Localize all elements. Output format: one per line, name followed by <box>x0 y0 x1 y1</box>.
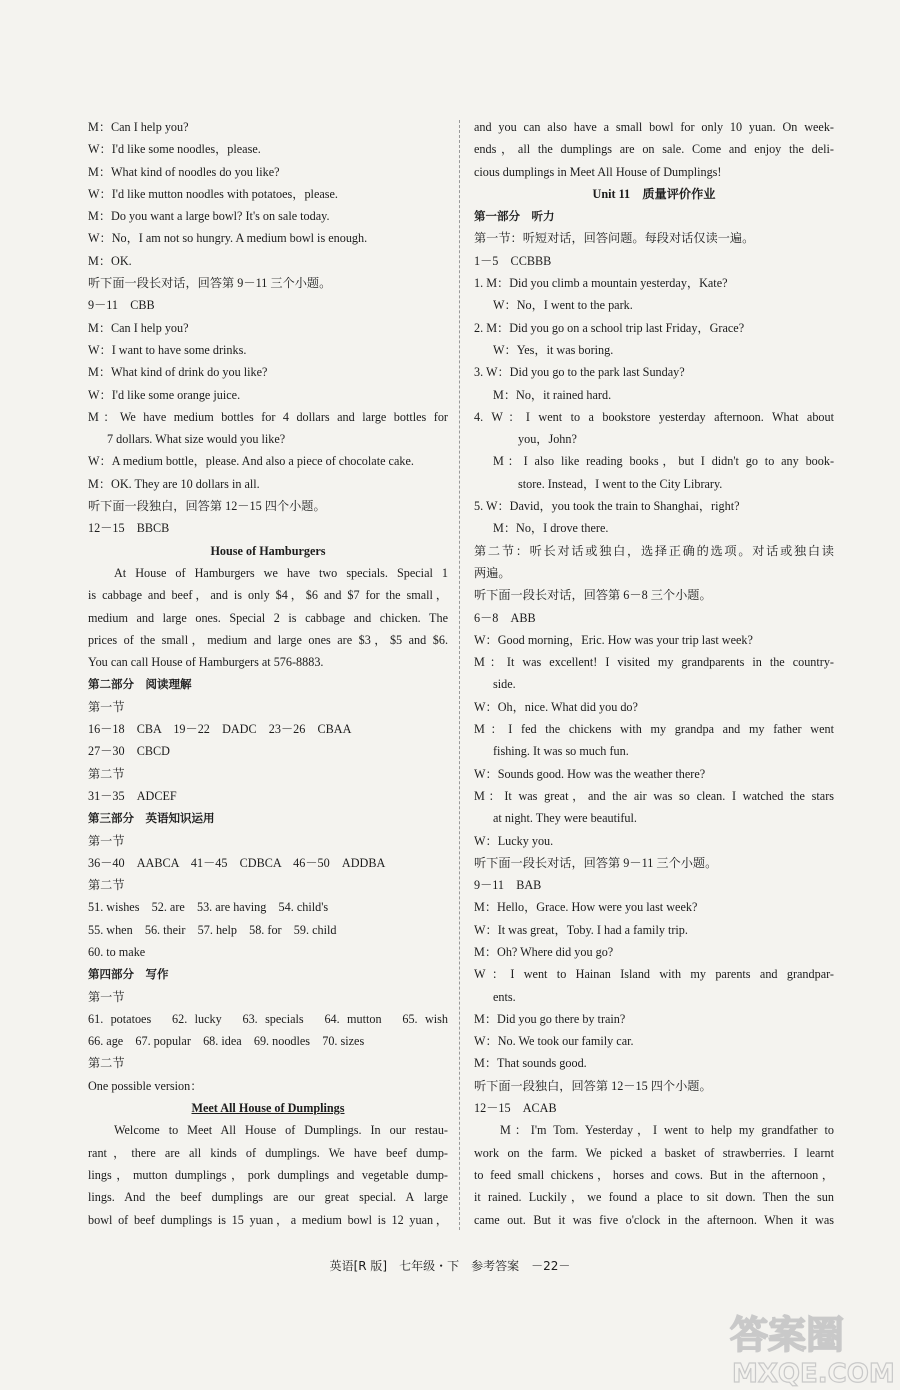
right-text-line: M：Oh? Where did you go? <box>474 944 614 959</box>
left-text-line: You can call House of Hamburgers at 576-8883. <box>88 655 324 670</box>
right-text-line: W：Sounds good. How was the weather there? <box>474 766 706 781</box>
left-text-line: W：I'd like mutton noodles with potatoes，please. <box>88 186 338 201</box>
right-text-line: 听下面一段长对话，回答第 6－8 三个小题。 <box>474 588 712 603</box>
right-text-line: W：No. We took our family car. <box>474 1034 634 1049</box>
right-text-line: W：Good morning，Eric. How was your trip last week? <box>474 632 753 647</box>
left-text-line: 第二节 <box>88 878 125 893</box>
left-text-line: W：I'd like some noodles，please. <box>88 142 261 157</box>
left-text-line: prices of the small，medium and large ones are $3，$5 and $6. <box>88 632 448 647</box>
left-text-line: 31－35 ADCEF <box>88 788 177 803</box>
left-text-line: House of Hamburgers <box>210 543 326 558</box>
right-text-line: it rained. Luckily，we found a place to sit down. Then the sun <box>474 1190 834 1205</box>
left-text-line: M：Do you want a large bowl? It's on sale today. <box>88 209 330 224</box>
left-text-line: 听下面一段独白，回答第 12－15 四个小题。 <box>88 499 326 514</box>
right-text-line: W：I went to Hainan Island with my parents and grandpar- <box>474 967 834 982</box>
left-text-line: 60. to make <box>88 944 146 959</box>
right-text-line: 听下面一段独白，回答第 12－15 四个小题。 <box>474 1078 712 1093</box>
right-text-line: to feed small chickens，horses and cows. But in the afternoon， <box>474 1167 834 1182</box>
left-text-line: is cabbage and beef，and is only $4，$6 and $7 for the small， <box>88 588 448 603</box>
right-text-line: 1. M：Did you climb a mountain yesterday，Kate? <box>474 276 728 291</box>
right-text-line: 4. W：I went to a bookstore yesterday afternoon. What about <box>474 409 834 424</box>
left-text-line: W：I want to have some drinks. <box>88 342 247 357</box>
right-text-line: W：It was great，Toby. I had a family trip. <box>474 922 688 937</box>
left-text-line: 7 dollars. What size would you like? <box>107 432 286 447</box>
column-divider <box>459 120 460 1230</box>
left-text-line: 第二节 <box>88 766 125 781</box>
left-text-line: medium and large ones. Special 2 is cabbage and chicken. The <box>88 610 448 625</box>
watermark-logo <box>720 1304 900 1390</box>
right-text-line: Unit 11 质量评价作业 <box>592 186 716 201</box>
left-text-line: M：OK. <box>88 253 132 268</box>
left-text-line: 51. wishes 52. are 53. are having 54. child's <box>88 900 329 915</box>
right-text-line: W：Yes，it was boring. <box>493 342 614 357</box>
watermark-text-main: 答案圈 <box>730 1313 845 1357</box>
left-text-line: 55. when 56. their 57. help 58. for 59. child <box>88 922 337 937</box>
left-column <box>88 116 448 1231</box>
right-text-line: M：I fed the chickens with my grandpa and my father went <box>474 722 834 737</box>
left-text-line: W：I'd like some orange juice. <box>88 387 241 402</box>
left-text-line: 66. age 67. popular 68. idea 69. noodles 70. sizes <box>88 1034 365 1049</box>
left-text-line: 16－18 CBA 19－22 DADC 23－26 CBAA <box>88 722 352 737</box>
left-text-line: 9－11 CBB <box>88 298 155 313</box>
right-text-line: 1－5 CCBBB <box>474 253 552 268</box>
right-text-line: you，John? <box>518 432 577 447</box>
left-text-line: 第一节 <box>88 699 125 714</box>
left-text-line: One possible version： <box>88 1078 203 1093</box>
right-column <box>474 116 834 1231</box>
left-text-line: 36－40 AABCA 41－45 CDBCA 46－50 ADDBA <box>88 855 386 870</box>
right-text-line: W：No，I went to the park. <box>493 298 633 313</box>
right-text-line: fishing. It was so much fun. <box>493 744 629 759</box>
right-text-line: 2. M：Did you go on a school trip last Friday，Grace? <box>474 320 745 335</box>
right-text-line: work on the farm. We picked a basket of strawberries. I learnt <box>474 1145 834 1160</box>
left-text-line: 第三部分 英语知识运用 <box>88 811 215 826</box>
right-text-line: ends，all the dumplings are on sale. Come and enjoy the deli- <box>474 142 834 157</box>
left-text-line: 12－15 BBCB <box>88 521 170 536</box>
left-text-line: Meet All House of Dumplings <box>191 1101 345 1116</box>
left-text-line: M：Can I help you? <box>88 320 189 335</box>
right-text-line: 9－11 BAB <box>474 878 542 893</box>
right-text-line: 第二节：听长对话或独白，选择正确的选项。对话或独白读 <box>474 543 834 558</box>
right-text-line: came out. But it was five o'clock in the afternoon. When it was <box>474 1212 834 1227</box>
right-text-line: M：Hello，Grace. How were you last week? <box>474 900 698 915</box>
left-text-line: lings，mutton dumplings，pork dumplings and vegetable dump- <box>88 1167 448 1182</box>
right-text-line: M：That sounds good. <box>474 1056 587 1071</box>
right-text-line: M：No，it rained hard. <box>493 387 612 402</box>
right-text-line: ents. <box>493 989 516 1004</box>
left-text-line: M：OK. They are 10 dollars in all. <box>88 476 260 491</box>
left-text-line: 61. potatoes 62. lucky 63. specials 64. mutton 65. wish <box>88 1011 448 1026</box>
left-text-line: Welcome to Meet All House of Dumplings. In our restau- <box>114 1123 448 1138</box>
left-text-line: 第一节 <box>88 989 125 1004</box>
left-text-line: W：A medium bottle，please. And also a piece of chocolate cake. <box>88 454 414 469</box>
right-text-line: 两遍。 <box>474 565 511 580</box>
left-text-line: 第一节 <box>88 833 125 848</box>
right-text-line: 第一节：听短对话，回答问题。每段对话仅读一遍。 <box>474 231 755 246</box>
left-text-line: 第四部分 写作 <box>88 967 169 982</box>
right-text-line: W：Oh，nice. What did you do? <box>474 699 638 714</box>
right-text-line: cious dumplings in Meet All House of Dumplings! <box>474 164 722 179</box>
right-text-line: W：Lucky you. <box>474 833 554 848</box>
left-text-line: 27－30 CBCD <box>88 744 170 759</box>
right-text-line: M：Did you go there by train? <box>474 1011 626 1026</box>
left-text-line: 第二部分 阅读理解 <box>88 677 192 692</box>
right-text-line: store. Instead，I went to the City Library. <box>518 476 723 491</box>
right-text-line: M：No，I drove there. <box>493 521 609 536</box>
left-text-line: W：No，I am not so hungry. A medium bowl is enough. <box>88 231 368 246</box>
left-text-line: rant，there are all kinds of dumplings. We have beef dump- <box>88 1145 448 1160</box>
right-text-line: 3. W：Did you go to the park last Sunday? <box>474 365 685 380</box>
right-text-line: 5. W：David，you took the train to Shanghai，right? <box>474 499 740 514</box>
right-text-line: side. <box>493 677 516 692</box>
right-text-line: and you can also have a small bowl for only 10 yuan. On week- <box>474 120 834 134</box>
left-text-line: At House of Hamburgers we have two specials. Special 1 <box>114 565 448 580</box>
right-text-line: 第一部分 听力 <box>474 209 555 224</box>
left-text-line: bowl of beef dumplings is 15 yuan，a medium bowl is 12 yuan， <box>88 1212 448 1227</box>
left-text-line: lings. And the beef dumplings are our great special. A large <box>88 1190 448 1205</box>
right-text-line: M：It was excellent! I visited my grandparents in the country- <box>474 655 834 670</box>
right-text-line: M：I'm Tom. Yesterday，I went to help my grandfather to <box>500 1123 834 1138</box>
left-text-line: 第二节 <box>88 1056 125 1071</box>
right-text-line: 听下面一段长对话，回答第 9－11 三个小题。 <box>474 855 718 870</box>
left-text-line: M：What kind of drink do you like? <box>88 365 268 380</box>
right-text-line: M：It was great，and the air was so clean. I watched the stars <box>474 788 834 803</box>
left-text-line: M：Can I help you? <box>88 120 189 134</box>
right-text-line: at night. They were beautiful. <box>493 811 637 826</box>
left-text-line: M：We have medium bottles for 4 dollars and large bottles for <box>88 409 448 424</box>
right-text-line: 6－8 ABB <box>474 610 536 625</box>
left-text-line: M：What kind of noodles do you like? <box>88 164 280 179</box>
right-text-line: 12－15 ACAB <box>474 1101 557 1116</box>
watermark-text-url: MXQE.COM <box>732 1359 895 1389</box>
page-footer: 英语[R 版] 七年级・下 参考答案 －22－ <box>329 1259 571 1273</box>
right-text-line: M：I also like reading books，but I didn't go to any book- <box>493 454 834 469</box>
left-text-line: 听下面一段长对话，回答第 9－11 三个小题。 <box>88 276 332 291</box>
